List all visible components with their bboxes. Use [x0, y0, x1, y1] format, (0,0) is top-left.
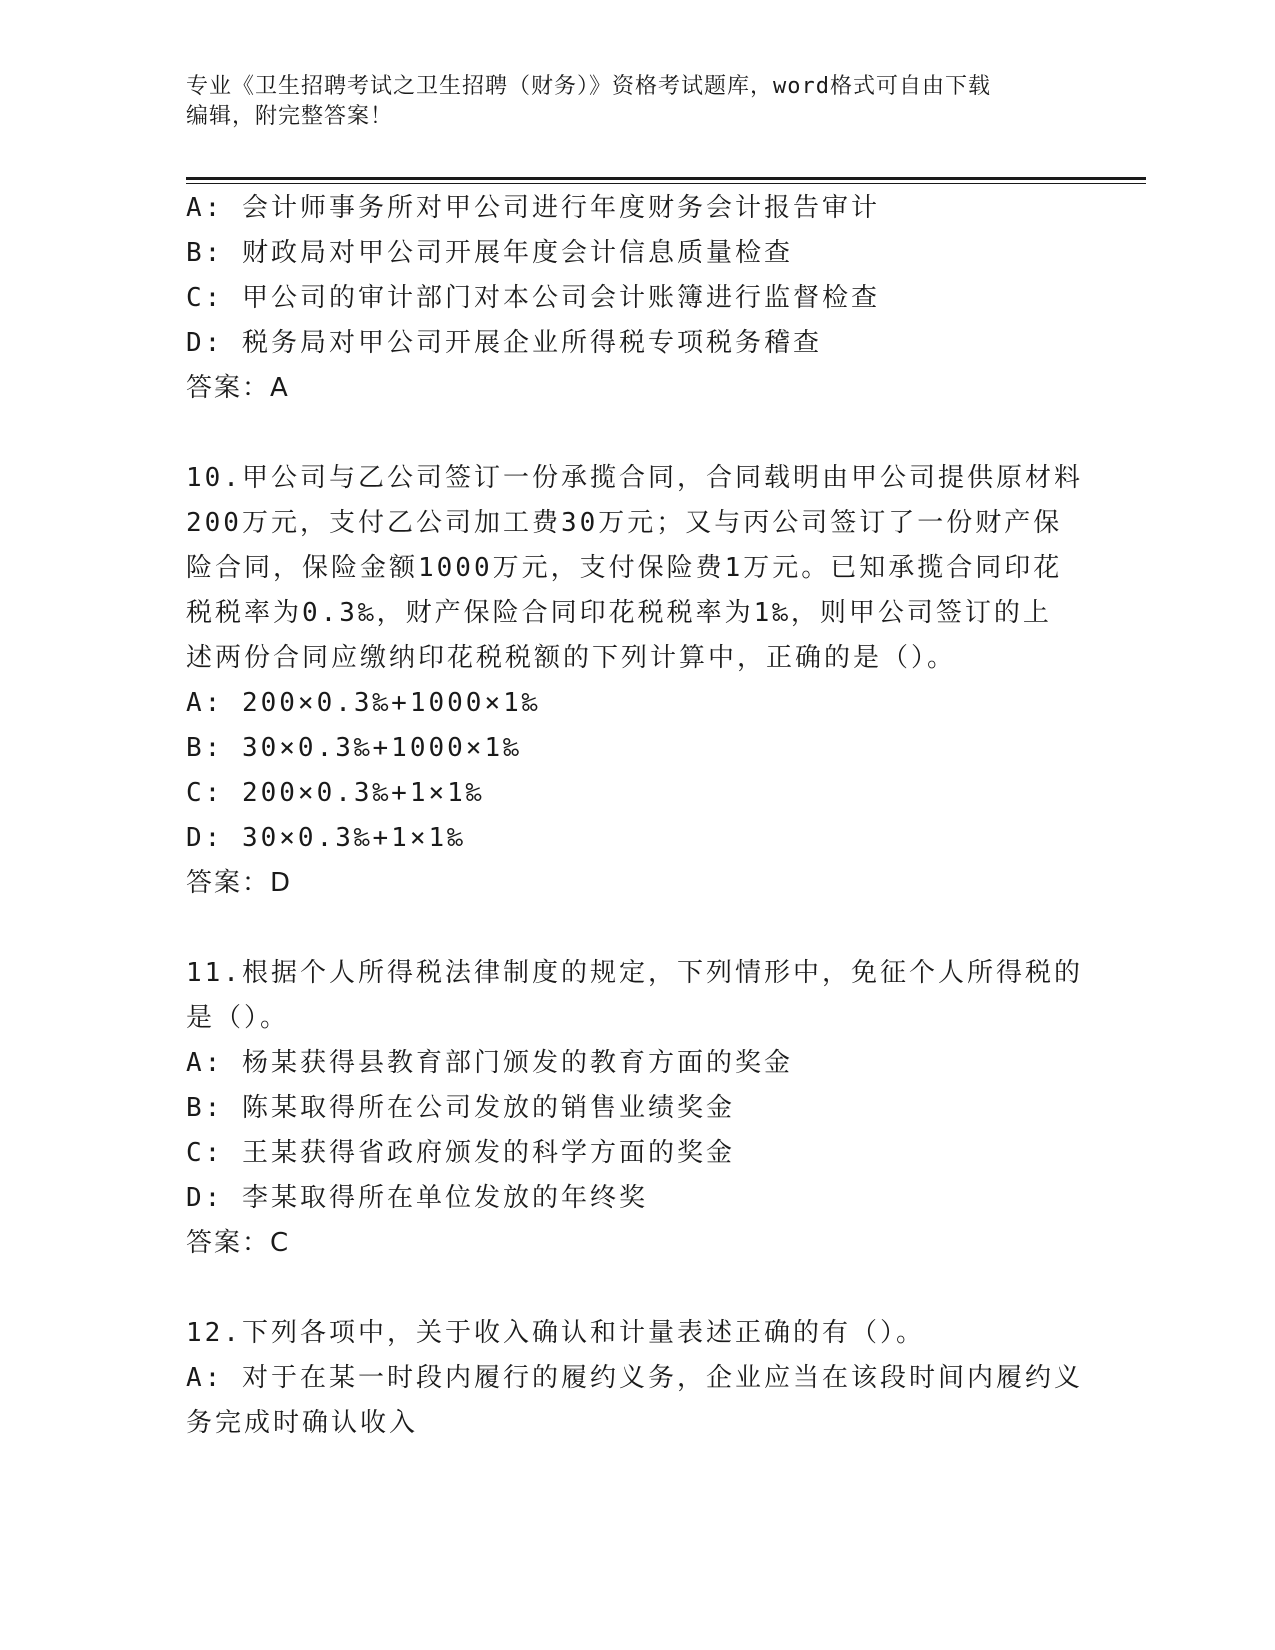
question-11 [186, 951, 1086, 1266]
question-10 [186, 456, 1086, 906]
header-divider-thin [186, 183, 1146, 184]
spacer [186, 906, 1086, 951]
header-line-2: 编辑，附完整答案！ [186, 104, 394, 129]
spacer [186, 411, 1086, 456]
spacer [186, 1266, 1086, 1311]
question-10-option-d: D: 30×0.3‰+1×1‰ [186, 823, 466, 853]
header-line-1: 专业《卫生招聘考试之卫生招聘（财务）》资格考试题库，word格式可自由下载 [186, 74, 991, 99]
question-9-option-a: A: 会计师事务所对甲公司进行年度财务会计报告审计 [186, 193, 880, 223]
question-9-option-d: D: 税务局对甲公司开展企业所得税专项税务稽查 [186, 328, 822, 358]
question-11-option-d: D: 李某取得所在单位发放的年终奖 [186, 1183, 648, 1213]
question-11-stem-line-1: 11.根据个人所得税法律制度的规定，下列情形中，免征个人所得税的 [186, 958, 1083, 988]
question-10-option-c: C: 200×0.3‰+1×1‰ [186, 778, 485, 808]
question-9-answer: 答案：A [186, 373, 290, 403]
header-divider-thick [186, 177, 1146, 180]
document-header [186, 72, 1086, 132]
question-10-option-a: A: 200×0.3‰+1000×1‰ [186, 688, 541, 718]
question-9-option-b: B: 财政局对甲公司开展年度会计信息质量检查 [186, 238, 793, 268]
question-12-stem-line-1: 12.下列各项中，关于收入确认和计量表述正确的有（）。 [186, 1318, 925, 1348]
question-10-stem-line-1: 10.甲公司与乙公司签订一份承揽合同，合同载明由甲公司提供原材料 [186, 463, 1083, 493]
question-10-answer: 答案：D [186, 868, 293, 898]
question-10-stem-line-3: 险合同，保险金额1000万元，支付保险费1万元。已知承揽合同印花 [186, 553, 1063, 583]
question-12-option-a-line-1: A: 对于在某一时段内履行的履约义务，企业应当在该段时间内履约义 [186, 1363, 1083, 1393]
question-11-option-a: A: 杨某获得县教育部门颁发的教育方面的奖金 [186, 1048, 793, 1078]
question-10-stem-line-4: 税税率为0.3‰，财产保险合同印花税税率为1‰，则甲公司签订的上 [186, 598, 1052, 628]
question-12 [186, 1311, 1086, 1446]
question-11-stem-line-2: 是（）。 [186, 1003, 290, 1033]
question-12-option-a-line-2: 务完成时确认收入 [186, 1408, 419, 1438]
question-11-option-b: B: 陈某取得所在公司发放的销售业绩奖金 [186, 1093, 735, 1123]
question-content [186, 186, 1086, 1446]
question-9 [186, 186, 1086, 411]
question-10-stem-line-5: 述两份合同应缴纳印花税税额的下列计算中，正确的是（）。 [186, 643, 957, 673]
question-11-answer: 答案：C [186, 1228, 291, 1258]
question-9-option-c: C: 甲公司的审计部门对本公司会计账簿进行监督检查 [186, 283, 880, 313]
question-10-option-b: B: 30×0.3‰+1000×1‰ [186, 733, 522, 763]
question-10-stem-line-2: 200万元，支付乙公司加工费30万元；又与丙公司签订了一份财产保 [186, 508, 1063, 538]
question-11-option-c: C: 王某获得省政府颁发的科学方面的奖金 [186, 1138, 735, 1168]
